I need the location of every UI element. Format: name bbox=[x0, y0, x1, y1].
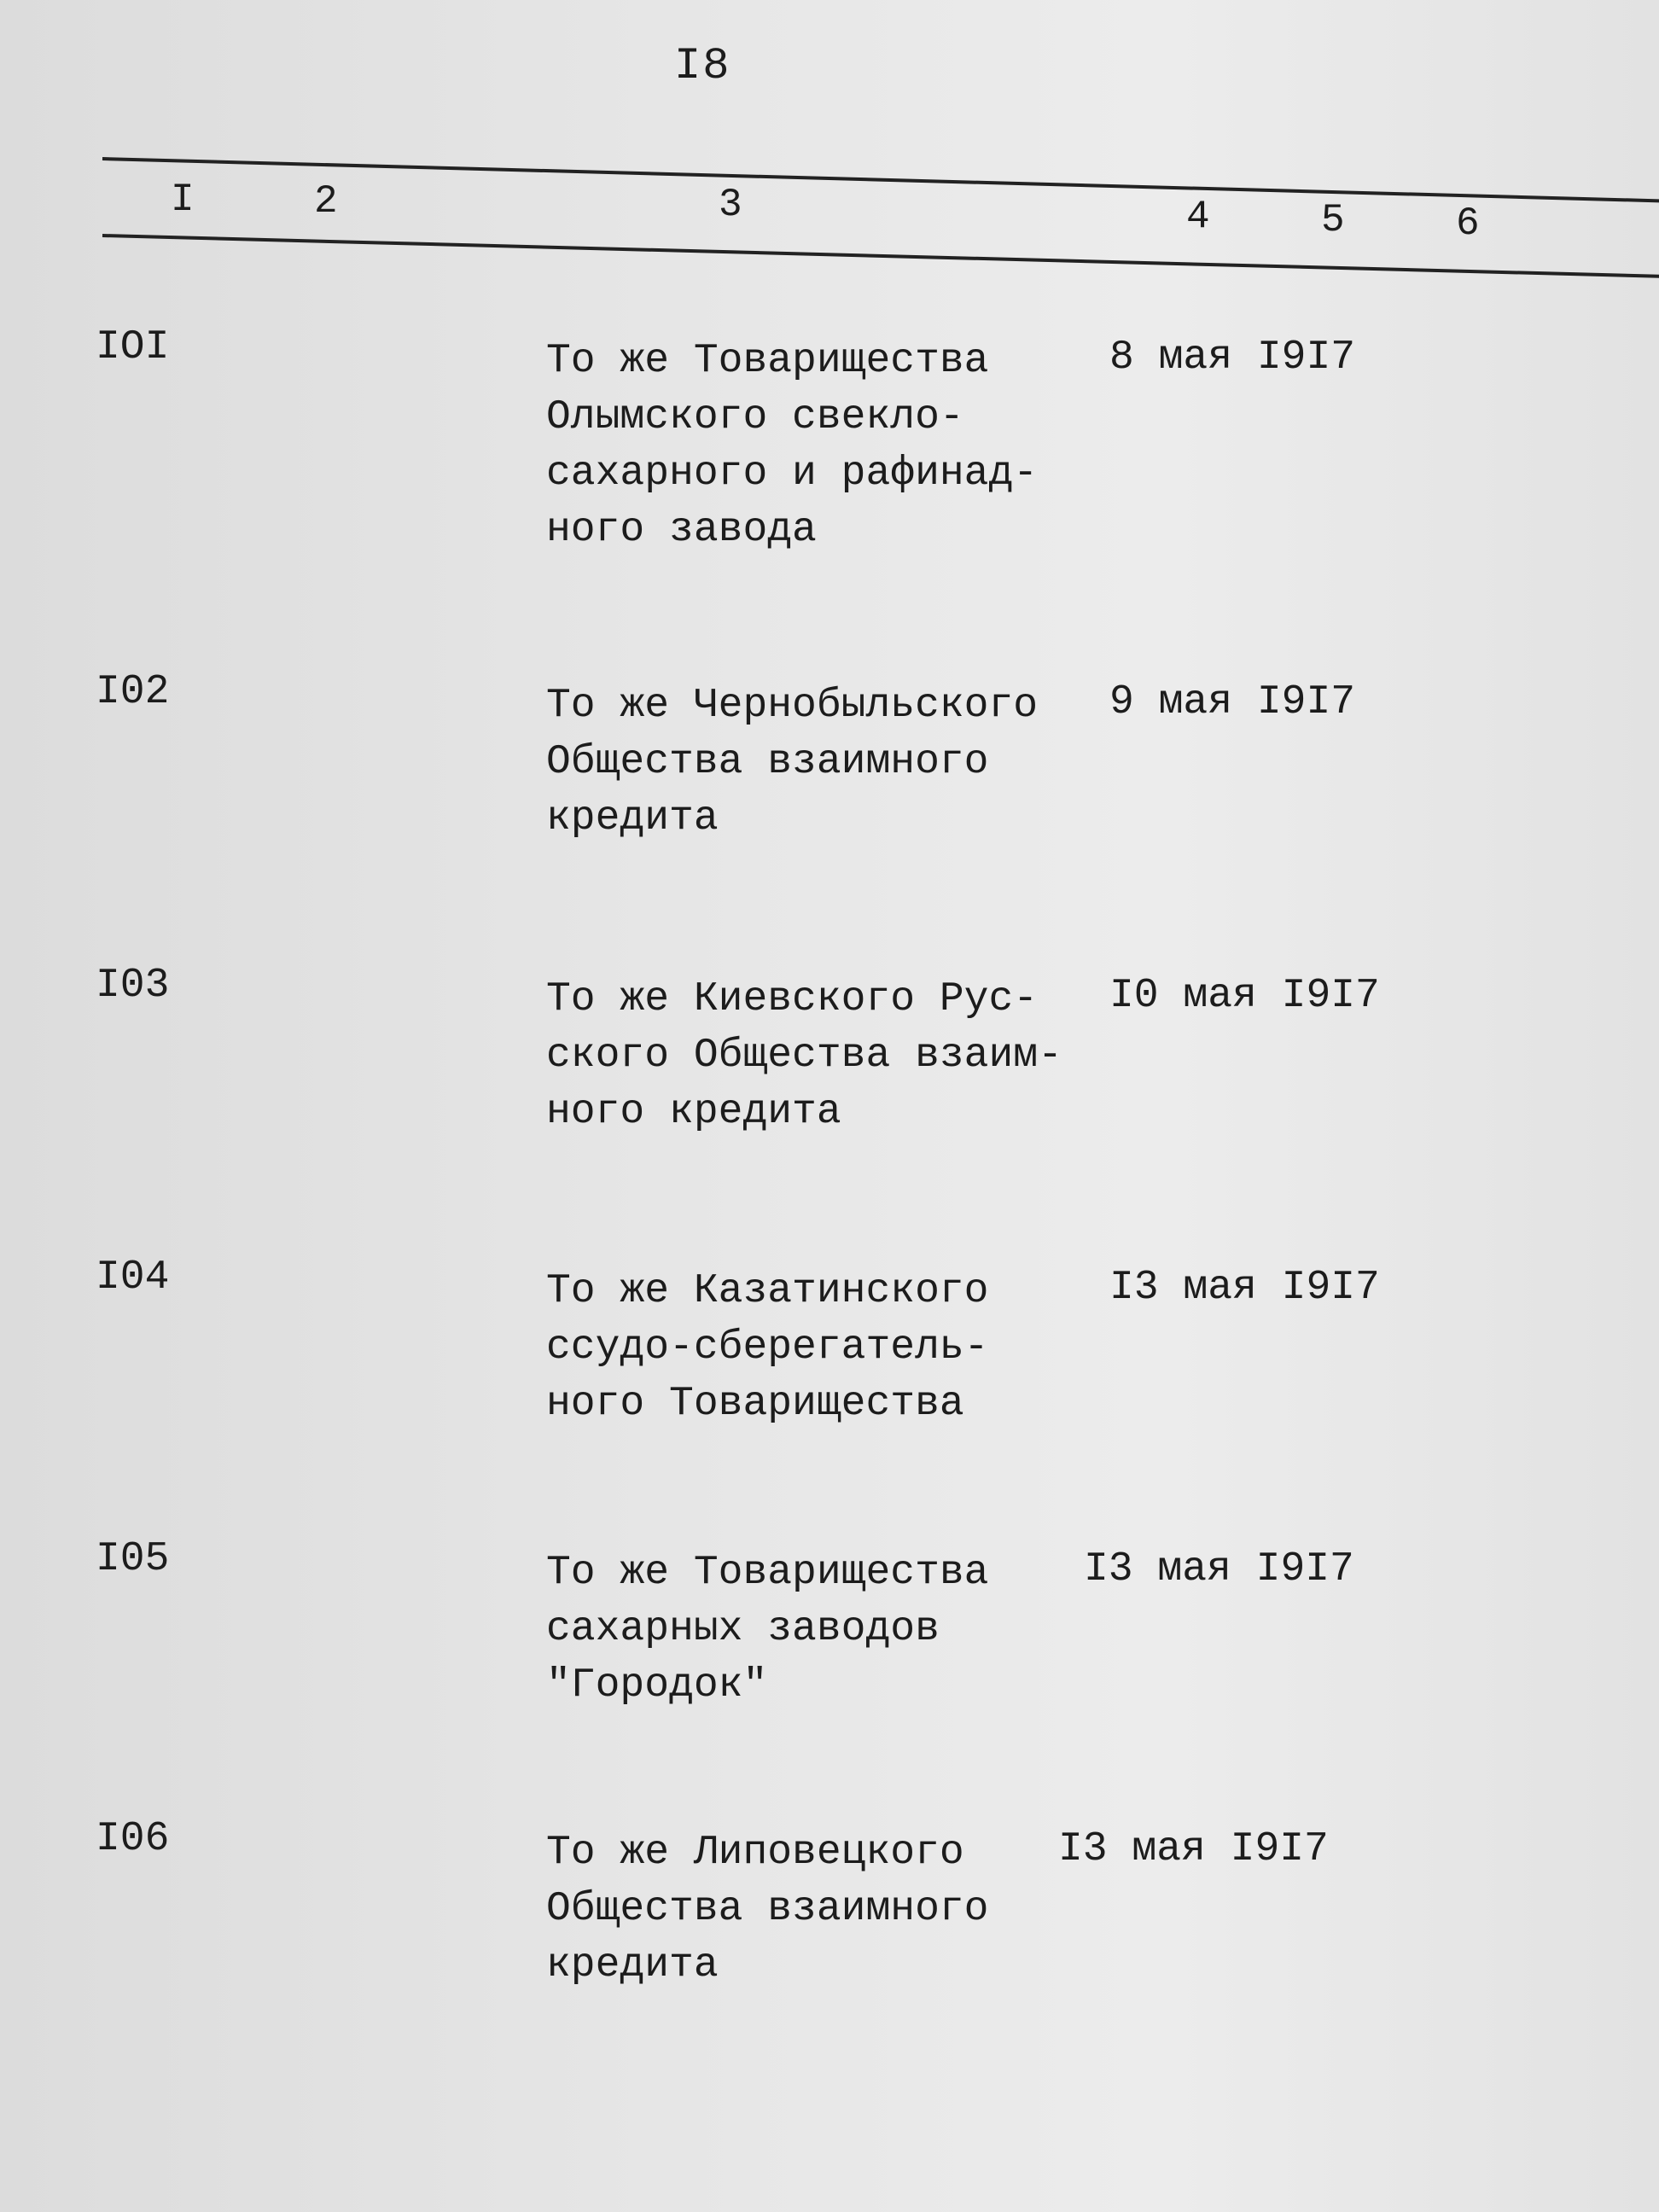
column-header-6: 6 bbox=[1456, 201, 1480, 246]
column-header-3: 3 bbox=[719, 183, 742, 227]
entry-date: 8 мая I9I7 bbox=[1109, 335, 1356, 381]
entry-title: То же Казатинского ссудо-сберегатель- ного Товарищества bbox=[546, 1268, 989, 1427]
entry-title: То же Чернобыльского Общества взаимного кредита bbox=[546, 683, 1039, 841]
column-header-1: I bbox=[171, 178, 195, 222]
column-header-4: 4 bbox=[1186, 195, 1210, 239]
entry-date: I0 мая I9I7 bbox=[1109, 973, 1380, 1019]
entry-date: I3 мая I9I7 bbox=[1084, 1546, 1354, 1592]
entry-date: I3 мая I9I7 bbox=[1109, 1265, 1380, 1311]
entry-number: I04 bbox=[96, 1254, 170, 1301]
column-header-2: 2 bbox=[314, 179, 338, 224]
entry-number: I05 bbox=[96, 1536, 170, 1582]
entry-date: 9 мая I9I7 bbox=[1109, 679, 1356, 725]
entry-number: I03 bbox=[96, 963, 170, 1009]
page-number: I8 bbox=[674, 41, 731, 91]
entry-title: То же Киевского Рус- ского Общества взаим- ного кредита bbox=[546, 976, 1062, 1135]
entry-date: I3 мая I9I7 bbox=[1058, 1826, 1329, 1872]
table-header-bottom-rule bbox=[102, 234, 1659, 278]
entry-title: То же Липовецкого Общества взаимного кредита bbox=[546, 1830, 989, 1988]
entry-number: I06 bbox=[96, 1816, 170, 1862]
entry-title: То же Товарищества сахарных заводов "Городок" bbox=[546, 1550, 989, 1708]
entry-number: IOI bbox=[96, 324, 170, 370]
entry-title: То же Товарищества Олымского свекло- сахарного и рафинад- ного завода bbox=[546, 338, 1039, 553]
column-header-5: 5 bbox=[1321, 198, 1345, 242]
entry-number: I02 bbox=[96, 669, 170, 715]
